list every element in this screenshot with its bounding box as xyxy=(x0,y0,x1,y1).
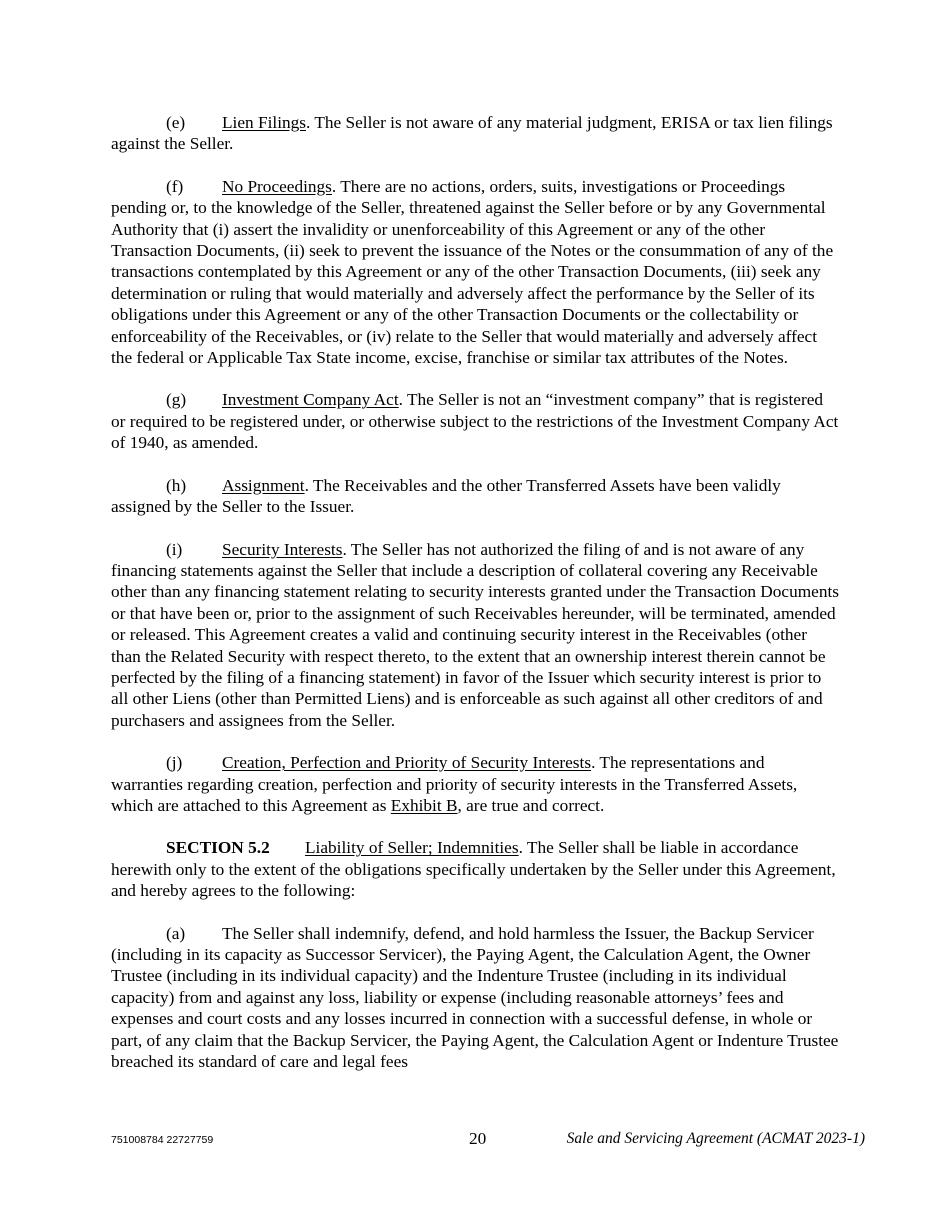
paragraph-heading: Creation, Perfection and Priority of Security Interests xyxy=(222,753,592,773)
paragraph-heading: Investment Company Act xyxy=(222,390,399,410)
paragraph-text: . The Seller has not authorized the filing of and is not aware of any financing statements against the Seller that include a description of collateral covering any Receivable other than any financing statement relating to security interests granted under the Transaction Documents or that have been or, prior to the assignment of such Receivables hereunder, will be terminated, amended or released. This Agreement creates a valid and continuing security interest in the Receivables (other than the Related Security with respect thereto, to the extent that an ownership interest therein cannot be perfected by the filing of a financing statement) in favor of the Issuer which security interest is prior to all other Liens (other than Permitted Liens) and is enforceable as such against all other creditors of and purchasers and assignees from the Seller. xyxy=(111,539,840,730)
section-heading: Liability of Seller; Indemnities xyxy=(305,838,519,858)
paragraph-label: (a) xyxy=(166,923,186,943)
paragraph-i xyxy=(111,539,839,732)
paragraph-j xyxy=(111,752,839,816)
document-title: Sale and Servicing Agreement (ACMAT 2023-1) xyxy=(566,1130,865,1147)
section-number: SECTION 5.2 xyxy=(166,838,270,858)
paragraph-label: (h) xyxy=(166,475,187,495)
paragraph-f xyxy=(111,176,839,369)
paragraph-h xyxy=(111,475,839,518)
paragraph-label: (e) xyxy=(166,113,186,132)
paragraph-text: . The Seller is not aware of any material judgment, ERISA or tax lien filings against the Seller. xyxy=(111,113,833,154)
paragraph-label: (g) xyxy=(166,390,187,410)
paragraph-g xyxy=(111,389,839,453)
exhibit-reference: Exhibit B xyxy=(390,795,458,815)
section-text: . The Seller shall be liable in accordance herewith only to the extent of the obligations specifically undertaken by the Seller under this Agreement, and hereby agrees to the following: xyxy=(111,838,836,901)
page-footer xyxy=(0,1129,950,1153)
section-5-2 xyxy=(111,837,839,901)
paragraph-e xyxy=(111,112,839,155)
subsection-a xyxy=(111,923,839,1073)
paragraph-text: . There are no actions, orders, suits, investigations or Proceedings pending or, to the knowledge of the Seller, threatened against the Seller before or by any Governmental Authority that (i) assert the invalidity or unenforceability of this Agreement or any of the other Transaction Documents, (ii) seek to prevent the issuance of the Notes or the consummation of any of the transactions contemplated by this Agreement or any of the other Transaction Documents, (iii) seek any determination or ruling that would materially and adversely affect the performance by the Seller of its obligations under this Agreement or any of the other Transaction Documents or the collectability or enforceability of the Receivables, or (iv) relate to the Seller that would materially and adversely affect the federal or Applicable Tax State income, excise, franchise or similar tax attributes of the Notes. xyxy=(111,176,834,368)
document-page xyxy=(111,112,839,1093)
paragraph-text: , are true and correct. xyxy=(457,795,605,815)
paragraph-heading: Security Interests xyxy=(222,539,343,559)
paragraph-label: (f) xyxy=(166,176,184,196)
paragraph-label: (i) xyxy=(166,539,183,559)
paragraph-text: . The Receivables and the other Transferred Assets have been validly assigned by the Seller to the Issuer. xyxy=(111,475,781,517)
document-id: 751008784 22727759 xyxy=(111,1134,214,1146)
paragraph-text: . The representations and warranties regarding creation, perfection and priority of security interests in the Transferred Assets, which are attached to this Agreement as xyxy=(111,753,798,815)
paragraph-heading: Lien Filings xyxy=(222,113,307,132)
paragraph-text: The Seller shall indemnify, defend, and hold harmless the Issuer, the Backup Servicer (including in its capacity as Successor Servicer), the Paying Agent, the Calculation Agent, the Owner Trustee (including in its individual capacity) and the Indenture Trustee (including in its individual capacity) from and against any loss, liability or expense (including reasonable attorneys’ fees and expenses and court costs and any losses incurred in connection with a successful defense, in whole or part, of any claim that the Backup Servicer, the Paying Agent, the Calculation Agent or Indenture Trustee breached its standard of care and legal fees xyxy=(111,923,839,1072)
paragraph-heading: Assignment xyxy=(222,475,305,495)
paragraph-heading: No Proceedings xyxy=(222,176,332,196)
page-number: 20 xyxy=(469,1129,487,1148)
paragraph-label: (j) xyxy=(166,753,183,773)
paragraph-text: . The Seller is not an “investment company” that is registered or required to be registered under, or otherwise subject to the restrictions of the Investment Company Act of 1940, as amended. xyxy=(111,390,839,453)
